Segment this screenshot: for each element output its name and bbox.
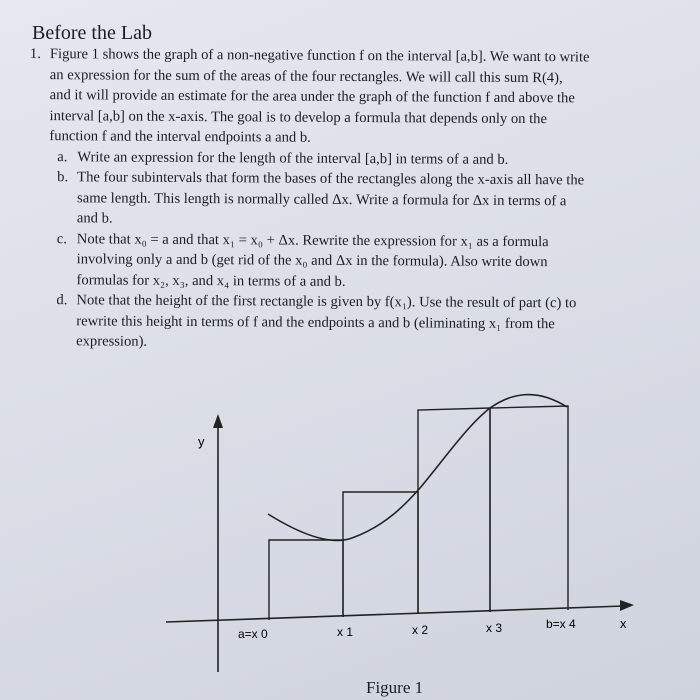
- problem-intro-line: function f and the interval endpoints a and b.: [49, 128, 311, 146]
- part-text: and b.: [76, 210, 113, 227]
- part-text: expression).: [76, 333, 148, 350]
- part-text: same length. This length is normally called Δx. Write a formula for Δx in terms of a: [77, 189, 567, 209]
- part-text: The four subintervals that form the bases of the rectangles along the x-axis all have the: [77, 169, 585, 189]
- problem-intro-line: an expression for the sum of the areas of the four rectangles. We will call this sum R(4),: [49, 66, 563, 86]
- y-axis-arrow: [213, 414, 223, 428]
- x-tick-label-x3: x 3: [486, 621, 503, 635]
- part-label: b.: [57, 169, 69, 186]
- rectangles: [269, 406, 568, 620]
- x-tick-label-x1: x 1: [337, 625, 354, 639]
- part-label: d.: [56, 292, 68, 309]
- x-tick-label-x4: b=x 4: [546, 617, 576, 631]
- x-tick-label-x2: x 2: [412, 623, 429, 637]
- problem-intro-line: and it will provide an estimate for the area under the graph of the function f and above the: [49, 87, 575, 107]
- rectangle-1: [269, 540, 343, 620]
- problem-number: 1.: [29, 45, 41, 63]
- part-text: rewrite this height in terms of f and the endpoints a and b (eliminating x₁ from the: [76, 312, 555, 332]
- figure-caption: Figure 1: [366, 678, 424, 697]
- part-label: a.: [57, 148, 68, 165]
- part-text: Note that the height of the first rectangle is given by f(x₁). Use the result of part (c) to: [76, 292, 577, 312]
- rectangle-2: [343, 492, 418, 617]
- rectangle-3: [418, 408, 490, 614]
- problem-intro-line: interval [a,b] on the x-axis. The goal is to develop a formula that depends only on the: [49, 107, 548, 127]
- y-axis-label: y: [198, 434, 205, 449]
- rectangle-4: [490, 406, 568, 612]
- part-text: formulas for x₂, x₃, and x₄ in terms of a and b.: [76, 271, 346, 290]
- x-axis-arrow: [620, 600, 634, 611]
- part-text: involving only a and b (get rid of the x₀ and Δx in the formula). Also write down: [76, 251, 548, 271]
- section-heading: Before the Lab: [32, 22, 152, 44]
- part-label: c.: [56, 230, 68, 247]
- x-tick-label-x0: a=x 0: [238, 627, 268, 641]
- problem-intro-line: 1. Figure 1 shows the graph of a non-negative function f on the interval [a,b]. We want to write: [29, 45, 590, 66]
- x-axis-label: x: [620, 616, 627, 631]
- part-text: Note that x₀ = a and that x₁ = x₀ + Δx. Rewrite the expression for x₁ as a formula: [76, 230, 549, 250]
- part-text: Write an expression for the length of the interval [a,b] in terms of a and b.: [77, 148, 509, 168]
